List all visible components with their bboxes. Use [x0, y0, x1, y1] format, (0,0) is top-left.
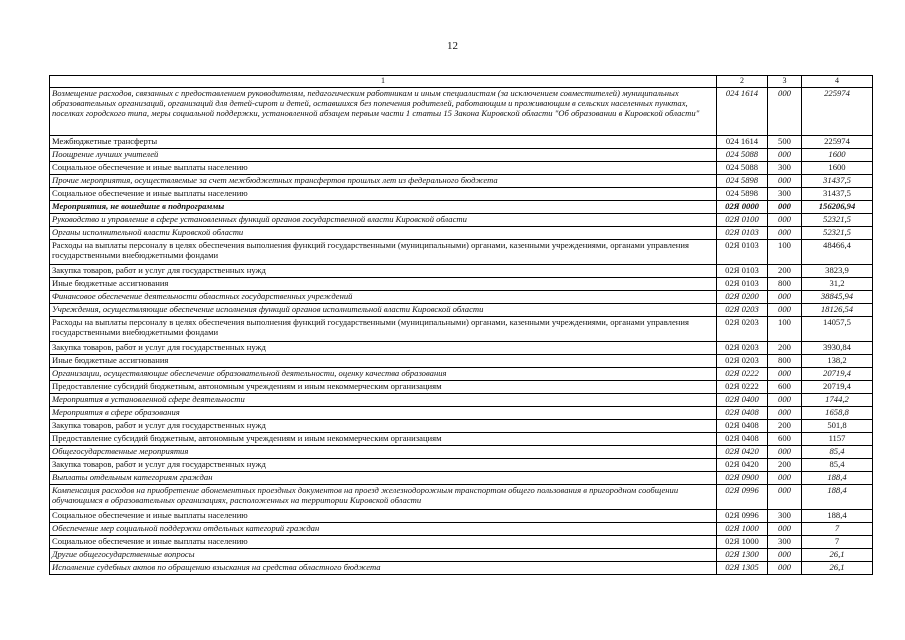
cell-amount: 85,4 — [802, 446, 873, 459]
cell-type: 800 — [768, 278, 802, 291]
table-row — [50, 355, 873, 368]
cell-amount: 20719,4 — [802, 368, 873, 381]
cell-code: 02Я 0203 — [717, 342, 768, 355]
cell-type: 500 — [768, 136, 802, 149]
cell-code: 02Я 0222 — [717, 381, 768, 394]
table-row — [50, 472, 873, 485]
cell-code: 02Я 0996 — [717, 510, 768, 523]
cell-code: 02Я 0203 — [717, 304, 768, 317]
cell-type: 000 — [768, 227, 802, 240]
cell-code: 02Я 0408 — [717, 407, 768, 420]
table-row — [50, 278, 873, 291]
table-row — [50, 394, 873, 407]
cell-name: Закупка товаров, работ и услуг для государственных нужд — [50, 420, 717, 433]
cell-code: 024 1614 — [717, 88, 768, 136]
table-row — [50, 162, 873, 175]
cell-name: Предоставление субсидий бюджетным, автономным учреждениям и иным некоммерческим организациям — [50, 381, 717, 394]
cell-amount: 31437,5 — [802, 175, 873, 188]
cell-code: 024 5898 — [717, 175, 768, 188]
cell-amount: 31,2 — [802, 278, 873, 291]
cell-amount: 1744,2 — [802, 394, 873, 407]
table-row — [50, 446, 873, 459]
cell-amount: 85,4 — [802, 459, 873, 472]
cell-type: 100 — [768, 240, 802, 265]
table-row — [50, 201, 873, 214]
cell-amount: 26,1 — [802, 562, 873, 575]
table-body — [50, 76, 873, 575]
cell-type: 200 — [768, 342, 802, 355]
table-row — [50, 536, 873, 549]
cell-name: Социальное обеспечение и иные выплаты населению — [50, 510, 717, 523]
table-row — [50, 136, 873, 149]
cell-code: 02Я 0203 — [717, 355, 768, 368]
table-row — [50, 342, 873, 355]
cell-amount: 18126,54 — [802, 304, 873, 317]
table-row — [50, 381, 873, 394]
cell-name: Компенсация расходов на приобретение абонементных проездных документов на проезд железнодорожным транспортом общего пользования в пригородном сообщении обучающимся в образовательных организациях, расположенных на территории Кировской области — [50, 485, 717, 510]
cell-amount: 31437,5 — [802, 188, 873, 201]
cell-code: 024 1614 — [717, 136, 768, 149]
cell-type: 300 — [768, 536, 802, 549]
cell-code: 02Я 0200 — [717, 291, 768, 304]
table-row — [50, 407, 873, 420]
table-row — [50, 549, 873, 562]
cell-name: Закупка товаров, работ и услуг для государственных нужд — [50, 342, 717, 355]
cell-amount: 26,1 — [802, 549, 873, 562]
cell-amount: 501,8 — [802, 420, 873, 433]
table-row — [50, 175, 873, 188]
cell-type: 200 — [768, 420, 802, 433]
cell-amount: 188,4 — [802, 510, 873, 523]
table-row — [50, 485, 873, 510]
table-row — [50, 562, 873, 575]
table-header-row — [50, 76, 873, 88]
cell-code: 02Я 1000 — [717, 536, 768, 549]
cell-name: Выплаты отдельным категориям граждан — [50, 472, 717, 485]
cell-name: Органы исполнительной власти Кировской области — [50, 227, 717, 240]
cell-code: 02Я 0420 — [717, 446, 768, 459]
cell-amount: 188,4 — [802, 472, 873, 485]
cell-code: 02Я 0900 — [717, 472, 768, 485]
cell-type: 000 — [768, 175, 802, 188]
table-row — [50, 510, 873, 523]
header-col-amount: 4 — [802, 76, 873, 88]
cell-amount: 1157 — [802, 433, 873, 446]
table-row — [50, 291, 873, 304]
cell-name: Другие общегосударственные вопросы — [50, 549, 717, 562]
cell-code: 02Я 0103 — [717, 278, 768, 291]
cell-type: 200 — [768, 265, 802, 278]
cell-code: 02Я 1305 — [717, 562, 768, 575]
cell-code: 02Я 0103 — [717, 240, 768, 265]
cell-amount: 225974 — [802, 88, 873, 136]
cell-amount: 20719,4 — [802, 381, 873, 394]
cell-type: 000 — [768, 214, 802, 227]
table-row — [50, 214, 873, 227]
table-row — [50, 304, 873, 317]
cell-name: Поощрение лучших учителей — [50, 149, 717, 162]
cell-name: Возмещение расходов, связанных с предоставлением руководителям, педагогическим работникам и иным специалистам (за исключением совместителей) муниципальных образовательных организаций, организаций для детей-сирот и детей, оставшихся без попечения родителей, работающим и проживающим в сельских населенных пунктах, поселках городского типа, меры социальной поддержки, установленной абзацем первым части 1 статьи 15 Закона Кировской области "Об образовании в Кировской области" — [50, 88, 717, 136]
cell-type: 600 — [768, 381, 802, 394]
cell-type: 000 — [768, 549, 802, 562]
cell-amount: 225974 — [802, 136, 873, 149]
cell-name: Иные бюджетные ассигнования — [50, 355, 717, 368]
cell-code: 02Я 0408 — [717, 420, 768, 433]
cell-amount: 156206,94 — [802, 201, 873, 214]
cell-name: Социальное обеспечение и иные выплаты населению — [50, 536, 717, 549]
cell-name: Прочие мероприятия, осуществляемые за счет межбюджетных трансфертов прошлых лет из федерального бюджета — [50, 175, 717, 188]
table-row — [50, 368, 873, 381]
cell-amount: 3930,84 — [802, 342, 873, 355]
cell-name: Финансовое обеспечение деятельности областных государственных учреждений — [50, 291, 717, 304]
cell-amount: 52321,5 — [802, 227, 873, 240]
cell-name: Предоставление субсидий бюджетным, автономным учреждениям и иным некоммерческим организациям — [50, 433, 717, 446]
cell-code: 02Я 0400 — [717, 394, 768, 407]
cell-amount: 7 — [802, 523, 873, 536]
cell-code: 02Я 0996 — [717, 485, 768, 510]
budget-table — [49, 75, 873, 575]
cell-amount: 7 — [802, 536, 873, 549]
cell-type: 000 — [768, 407, 802, 420]
table-row — [50, 227, 873, 240]
cell-code: 02Я 0203 — [717, 317, 768, 342]
cell-code: 02Я 1000 — [717, 523, 768, 536]
header-col-type: 3 — [768, 76, 802, 88]
cell-code: 02Я 0000 — [717, 201, 768, 214]
cell-type: 300 — [768, 162, 802, 175]
cell-amount: 1658,8 — [802, 407, 873, 420]
page-number: 12 — [447, 40, 458, 52]
table-row — [50, 188, 873, 201]
cell-type: 000 — [768, 88, 802, 136]
table-row — [50, 459, 873, 472]
cell-type: 000 — [768, 304, 802, 317]
cell-type: 000 — [768, 472, 802, 485]
table-row — [50, 88, 873, 136]
cell-code: 02Я 0103 — [717, 227, 768, 240]
cell-name: Социальное обеспечение и иные выплаты населению — [50, 162, 717, 175]
cell-name: Мероприятия в сфере образования — [50, 407, 717, 420]
table-row — [50, 240, 873, 265]
header-col-name: 1 — [50, 76, 717, 88]
cell-amount: 14057,5 — [802, 317, 873, 342]
table-row — [50, 433, 873, 446]
cell-name: Организации, осуществляющие обеспечение образовательной деятельности, оценку качества образования — [50, 368, 717, 381]
cell-amount: 1600 — [802, 149, 873, 162]
cell-code: 02Я 0420 — [717, 459, 768, 472]
cell-code: 02Я 0100 — [717, 214, 768, 227]
cell-amount: 3823,9 — [802, 265, 873, 278]
cell-code: 02Я 0408 — [717, 433, 768, 446]
cell-code: 024 5088 — [717, 162, 768, 175]
cell-amount: 52321,5 — [802, 214, 873, 227]
table-row — [50, 265, 873, 278]
cell-type: 800 — [768, 355, 802, 368]
table-row — [50, 149, 873, 162]
cell-name: Закупка товаров, работ и услуг для государственных нужд — [50, 265, 717, 278]
cell-name: Обеспечение мер социальной поддержки отдельных категорий граждан — [50, 523, 717, 536]
cell-type: 300 — [768, 188, 802, 201]
cell-name: Руководство и управление в сфере установленных функций органов государственной власти Кировской области — [50, 214, 717, 227]
cell-name: Исполнение судебных актов по обращению взыскания на средства областного бюджета — [50, 562, 717, 575]
cell-amount: 188,4 — [802, 485, 873, 510]
cell-name: Расходы на выплаты персоналу в целях обеспечения выполнения функций государственными (муниципальными) органами, казенными учреждениями, органами управления государственными внебюджетными фондами — [50, 240, 717, 265]
cell-type: 100 — [768, 317, 802, 342]
cell-type: 000 — [768, 562, 802, 575]
cell-type: 600 — [768, 433, 802, 446]
cell-type: 200 — [768, 459, 802, 472]
table-row — [50, 523, 873, 536]
cell-name: Мероприятия в установленной сфере деятельности — [50, 394, 717, 407]
cell-type: 000 — [768, 368, 802, 381]
cell-name: Расходы на выплаты персоналу в целях обеспечения выполнения функций государственными (муниципальными) органами, казенными учреждениями, органами управления государственными внебюджетными фондами — [50, 317, 717, 342]
cell-name: Общегосударственные мероприятия — [50, 446, 717, 459]
cell-type: 000 — [768, 149, 802, 162]
table-row — [50, 420, 873, 433]
cell-type: 300 — [768, 510, 802, 523]
cell-name: Иные бюджетные ассигнования — [50, 278, 717, 291]
cell-amount: 1600 — [802, 162, 873, 175]
cell-code: 02Я 0103 — [717, 265, 768, 278]
cell-code: 02Я 1300 — [717, 549, 768, 562]
cell-type: 000 — [768, 394, 802, 407]
cell-type: 000 — [768, 523, 802, 536]
cell-name: Закупка товаров, работ и услуг для государственных нужд — [50, 459, 717, 472]
cell-code: 024 5898 — [717, 188, 768, 201]
cell-type: 000 — [768, 446, 802, 459]
cell-code: 024 5088 — [717, 149, 768, 162]
table-row — [50, 317, 873, 342]
header-col-code: 2 — [717, 76, 768, 88]
cell-type: 000 — [768, 201, 802, 214]
cell-amount: 48466,4 — [802, 240, 873, 265]
cell-name: Социальное обеспечение и иные выплаты населению — [50, 188, 717, 201]
cell-code: 02Я 0222 — [717, 368, 768, 381]
cell-type: 000 — [768, 291, 802, 304]
cell-amount: 138,2 — [802, 355, 873, 368]
cell-amount: 38845,94 — [802, 291, 873, 304]
cell-name: Межбюджетные трансферты — [50, 136, 717, 149]
cell-type: 000 — [768, 485, 802, 510]
cell-name: Учреждения, осуществляющие обеспечение исполнения функций органов исполнительной власти Кировской области — [50, 304, 717, 317]
cell-name: Мероприятия, не вошедшие в подпрограммы — [50, 201, 717, 214]
